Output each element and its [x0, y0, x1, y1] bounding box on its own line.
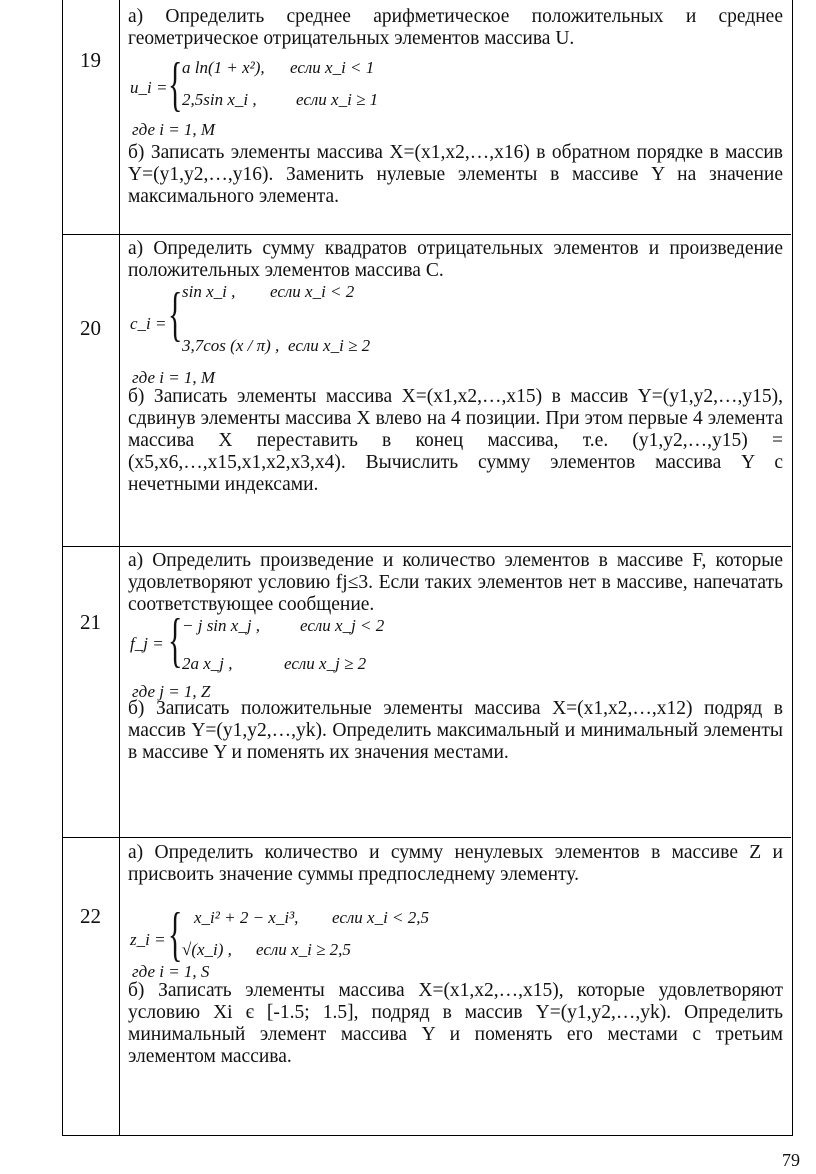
- task-number: 21: [80, 610, 101, 634]
- piecewise-formula: [128, 280, 548, 388]
- task-b-text: б) Записать элементы массива X=(x1,x2,…,x15) в массив Y=(y1,y2,…,y15), сдвинув элементы массива X влево на 4 позиции. При этом первые 4 элемента массива X переставить в конец массива, т.е. (y1,y2,…,y15) = (x5,x6,…,x15,x1,x2,x3,x4). Вычислить сумму элементов массива Y с нечетными индексами.: [128, 386, 783, 495]
- formula-condition-2: если x_i ≥ 2,5: [256, 940, 351, 959]
- formula-lhs: z_i =: [130, 930, 166, 949]
- formula-case-1: x_i² + 2 − x_i³,: [194, 908, 299, 927]
- brace-icon: {: [168, 51, 183, 117]
- formula-case-2: √(x_i) ,: [182, 940, 232, 959]
- brace-icon: {: [168, 281, 183, 347]
- page-number: 79: [782, 1150, 800, 1170]
- formula-case-2: 2,5sin x_i ,: [182, 90, 257, 109]
- formula-range: где j = 1, Z: [132, 682, 211, 701]
- formula-condition-1: если x_i < 2: [270, 282, 355, 301]
- formula-case-1: sin x_i ,: [182, 282, 236, 301]
- brace-icon: {: [168, 901, 183, 967]
- piecewise-formula: [128, 607, 548, 701]
- formula-case-2: 3,7cos (x / π) ,: [182, 336, 280, 355]
- piecewise-formula: [128, 51, 548, 140]
- task-b-text: б) Записать положительные элементы массива X=(x1,x2,…,x12) подряд в массив Y=(y1,y2,…,yk). Определить максимальный и минимальный элементы в массиве Y и поменять их значения местами.: [128, 698, 783, 763]
- formula-condition-2: если x_i ≥ 2: [288, 336, 371, 355]
- row-divider: [62, 837, 791, 838]
- task-a-text: а) Определить количество и сумму ненулевых элементов в массиве Z и присвоить значение суммы предпоследнему элементу.: [128, 842, 783, 885]
- formula-range: где i = 1, M: [132, 368, 216, 387]
- task-b-text: б) Записать элементы массива X=(x1,x2,…,x16) в обратном порядке в массив Y=(y1,y2,…,y16). Заменить нулевые элементы в массиве Y на значение максимального элемента.: [128, 142, 783, 207]
- piecewise-formula: [128, 901, 548, 982]
- formula-case-1: a ln(1 + x²),: [182, 58, 265, 77]
- task-number: 20: [80, 316, 101, 340]
- formula-range: где i = 1, S: [132, 962, 210, 981]
- formula-lhs: f_j =: [130, 634, 164, 653]
- formula-condition-2: если x_j ≥ 2: [284, 654, 367, 673]
- formula-condition-2: если x_i ≥ 1: [296, 90, 379, 109]
- task-b-text: б) Записать элементы массива X=(x1,x2,…,x15), которые удовлетворяют условию Xi є [-1.5; 1.5], подряд в массив Y=(y1,y2,…,yk). Определить минимальный элемент массива Y и поменять его местами с третьим элементом массива.: [128, 980, 783, 1067]
- task-a-text: а) Определить произведение и количество элементов в массиве F, которые удовлетворяют условию fj≤3. Если таких элементов нет в массиве, напечатать соответствующее сообщение.: [128, 550, 783, 615]
- row-divider: [62, 546, 791, 547]
- task-number: 22: [80, 904, 101, 928]
- task-a-text: а) Определить сумму квадратов отрицательных элементов и произведение положительных элементов массива C.: [128, 238, 783, 281]
- formula-case-2: 2a x_j ,: [182, 654, 233, 673]
- column-divider: [119, 0, 120, 1135]
- brace-icon: {: [168, 607, 183, 673]
- task-a-text: а) Определить среднее арифметическое положительных и среднее геометрическое отрицательных элементов массива U.: [128, 6, 783, 49]
- row-divider: [62, 234, 791, 235]
- formula-condition-1: если x_i < 1: [290, 58, 375, 77]
- formula-case-1: − j sin x_j ,: [182, 616, 261, 635]
- formula-lhs: c_i =: [130, 314, 167, 333]
- formula-range: где i = 1, M: [132, 120, 216, 139]
- formula-condition-1: если x_i < 2,5: [332, 908, 430, 927]
- task-number: 19: [80, 48, 101, 72]
- formula-lhs: u_i =: [130, 78, 168, 97]
- formula-condition-1: если x_j < 2: [300, 616, 385, 635]
